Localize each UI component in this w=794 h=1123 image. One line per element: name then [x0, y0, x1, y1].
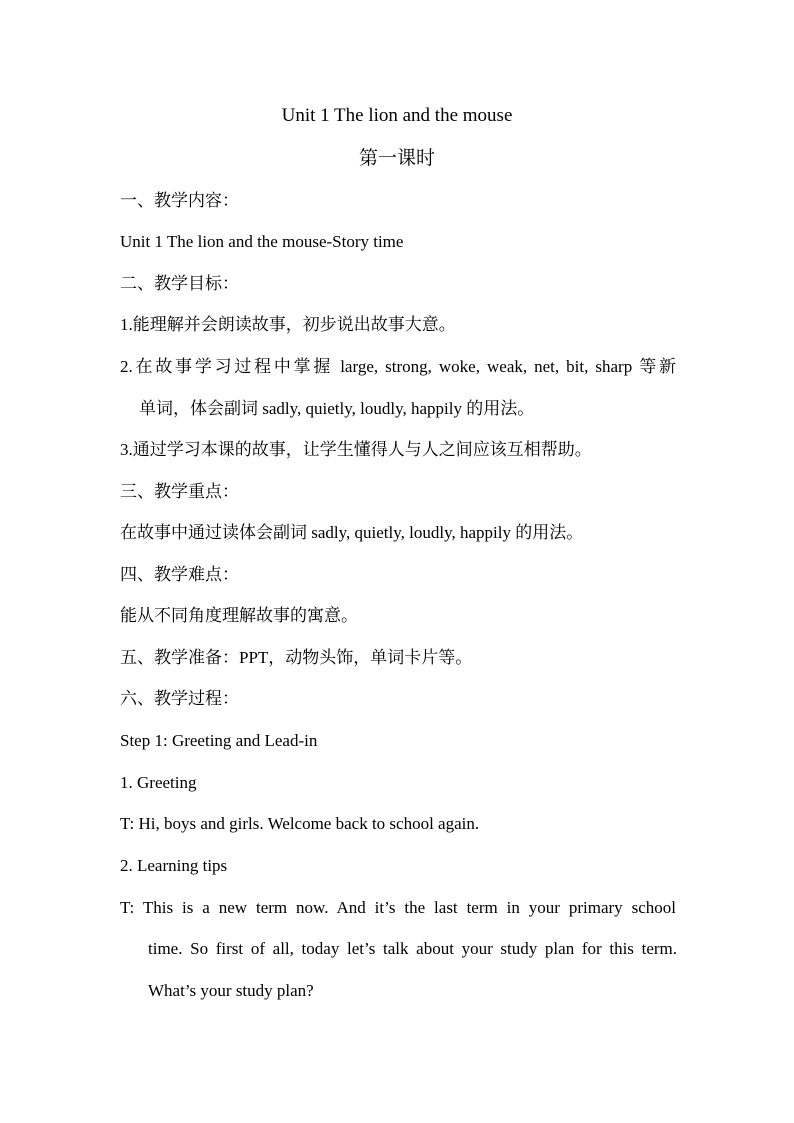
objective-3: 3.通过学习本课的故事，让学生懂得人与人之间应该互相帮助。 — [120, 440, 592, 459]
learning-tips-line-3: What’s your study plan? — [148, 981, 314, 1000]
section-heading-objectives: 二、教学目标： — [120, 274, 239, 293]
section-heading-key-points: 三、教学重点： — [120, 482, 239, 501]
content-text: Unit 1 The lion and the mouse-Story time — [120, 232, 404, 251]
objective-2-line-2: 单词，体会副词 sadly, quietly, loudly, happily 的用法。 — [139, 399, 535, 418]
document-subtitle: 第一课时 — [358, 148, 435, 169]
document-title: Unit 1 The lion and the mouse — [281, 105, 513, 126]
step-1-heading: Step 1: Greeting and Lead-in — [120, 731, 318, 750]
objective-2-line-1: 2.在故事学习过程中掌握 large, strong, woke, weak, net, bit, sharp 等新 — [120, 357, 676, 376]
learning-tips-line-1: T: This is a new term now. And it’s the last term in your primary school — [120, 898, 676, 917]
greeting-heading: 1. Greeting — [120, 773, 197, 792]
section-heading-preparation: 五、教学准备：PPT，动物头饰，单词卡片等。 — [120, 648, 473, 667]
objective-1: 1.能理解并会朗读故事，初步说出故事大意。 — [120, 315, 456, 334]
key-points-text: 在故事中通过读体会副词 sadly, quietly, loudly, happily 的用法。 — [120, 523, 584, 542]
difficulties-text: 能从不同角度理解故事的寓意。 — [120, 606, 358, 625]
section-heading-process: 六、教学过程： — [120, 689, 239, 708]
section-heading-content: 一、教学内容： — [120, 191, 239, 210]
learning-tips-line-2: time. So first of all, today let’s talk about your study plan for this term. — [148, 939, 677, 958]
learning-tips-heading: 2. Learning tips — [120, 856, 228, 875]
greeting-text: T: Hi, boys and girls. Welcome back to school again. — [120, 814, 480, 833]
section-heading-difficulties: 四、教学难点： — [120, 565, 239, 584]
